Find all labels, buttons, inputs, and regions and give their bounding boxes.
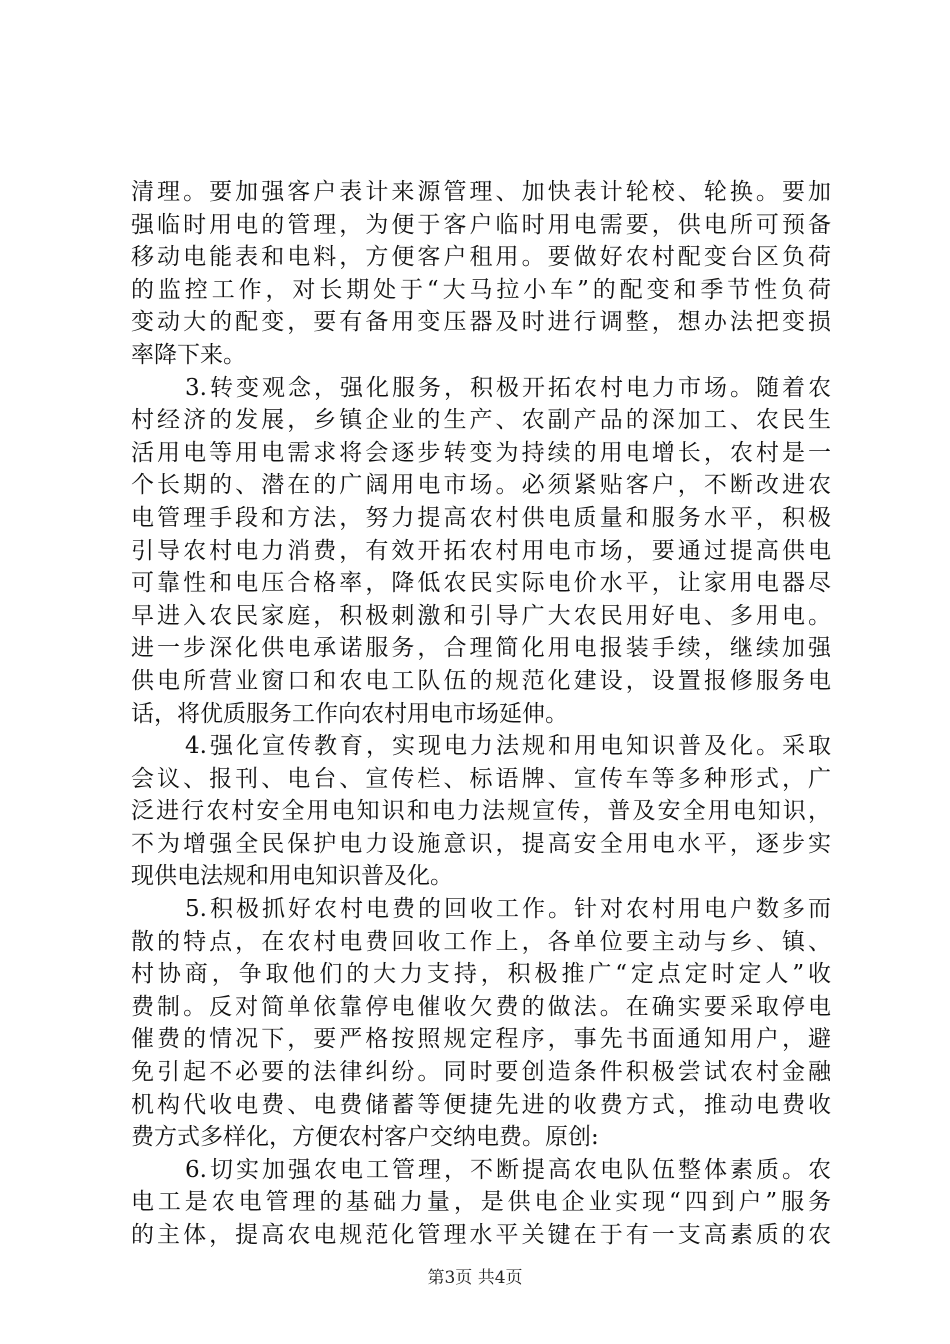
text-line: 村经济的发展，乡镇企业的生产、农副产品的深加工、农民生 [131,407,831,434]
text-line: 电管理手段和方法，努力提高农村供电质量和服务水平，积极 [131,504,831,531]
text-line: 变动大的配变，要有备用变压器及时进行调整，想办法把变损 [131,309,831,336]
text-line: 费制。反对简单依靠停电催收欠费的做法。在确实要采取停电 [131,993,831,1020]
text-line: 散的特点，在农村电费回收工作上，各单位要主动与乡、镇、 [131,928,831,955]
text-line: 5.积极抓好农村电费的回收工作。针对农村用电户数多而 [185,896,831,923]
text-line: 的监控工作，对长期处于“大马拉小车”的配变和季节性负荷 [131,276,831,303]
text-line: 的主体，提高农电规范化管理水平关键在于有一支高素质的农 [131,1222,831,1248]
text-line: 活用电等用电需求将会逐步转变为持续的用电增长，农村是一 [131,439,831,466]
text-line: 不为增强全民保护电力设施意识，提高安全用电水平，逐步实 [131,830,831,857]
text-line: 6.切实加强农电工管理，不断提高农电队伍整体素质。农 [185,1156,831,1183]
text-line: 机构代收电费、电费储蓄等便捷先进的收费方式，推动电费收 [131,1091,831,1118]
text-line: 移动电能表和电料，方便客户租用。要做好农村配变台区负荷 [131,244,831,271]
text-line: 引导农村电力消费，有效开拓农村用电市场，要通过提高供电 [131,537,831,564]
text-line: 强临时用电的管理，为便于客户临时用电需要，供电所可预备 [131,211,831,238]
page-footer: 第3页 共4页 [427,1268,523,1288]
text-line: 现供电法规和用电知识普及化。 [131,863,453,890]
text-line: 清理。要加强客户表计来源管理、加快表计轮校、轮换。要加 [131,179,831,205]
text-line: 供电所营业窗口和农电工队伍的规范化建设，设置报修服务电 [131,667,831,694]
text-line: 进一步深化供电承诺服务，合理简化用电报装手续，继续加强 [131,635,831,662]
text-line: 电工是农电管理的基础力量，是供电企业实现“四到户”服务 [131,1189,831,1216]
text-line: 可靠性和电压合格率，降低农民实际电价水平，让家用电器尽 [131,570,831,597]
text-line: 3.转变观念，强化服务，积极开拓农村电力市场。随着农 [185,374,831,401]
text-line: 会议、报刊、电台、宣传栏、标语牌、宣传车等多种形式，广 [131,765,831,792]
text-line: 个长期的、潜在的广阔用电市场。必须紧贴客户，不断改进农 [131,472,831,499]
text-line: 4.强化宣传教育，实现电力法规和用电知识普及化。采取 [185,733,831,760]
text-line: 催费的情况下，要严格按照规定程序，事先书面通知用户，避 [131,1026,831,1053]
text-line: 免引起不必要的法律纠纷。同时要创造条件积极尝试农村金融 [131,1059,831,1086]
text-line: 泛进行农村安全用电知识和电力法规宣传，普及安全用电知识， [131,798,831,825]
text-line: 早进入农民家庭，积极刺激和引导广大农民用好电、多用电。 [131,602,831,629]
body-text [131,176,831,1252]
text-line: 费方式多样化，方便农村客户交纳电费。原创: [131,1124,599,1151]
text-line: 话，将优质服务工作向农村用电市场延伸。 [131,700,568,727]
text-line: 率降下来。 [131,341,246,368]
text-line: 村协商，争取他们的大力支持，积极推广“定点定时定人”收 [131,961,831,988]
